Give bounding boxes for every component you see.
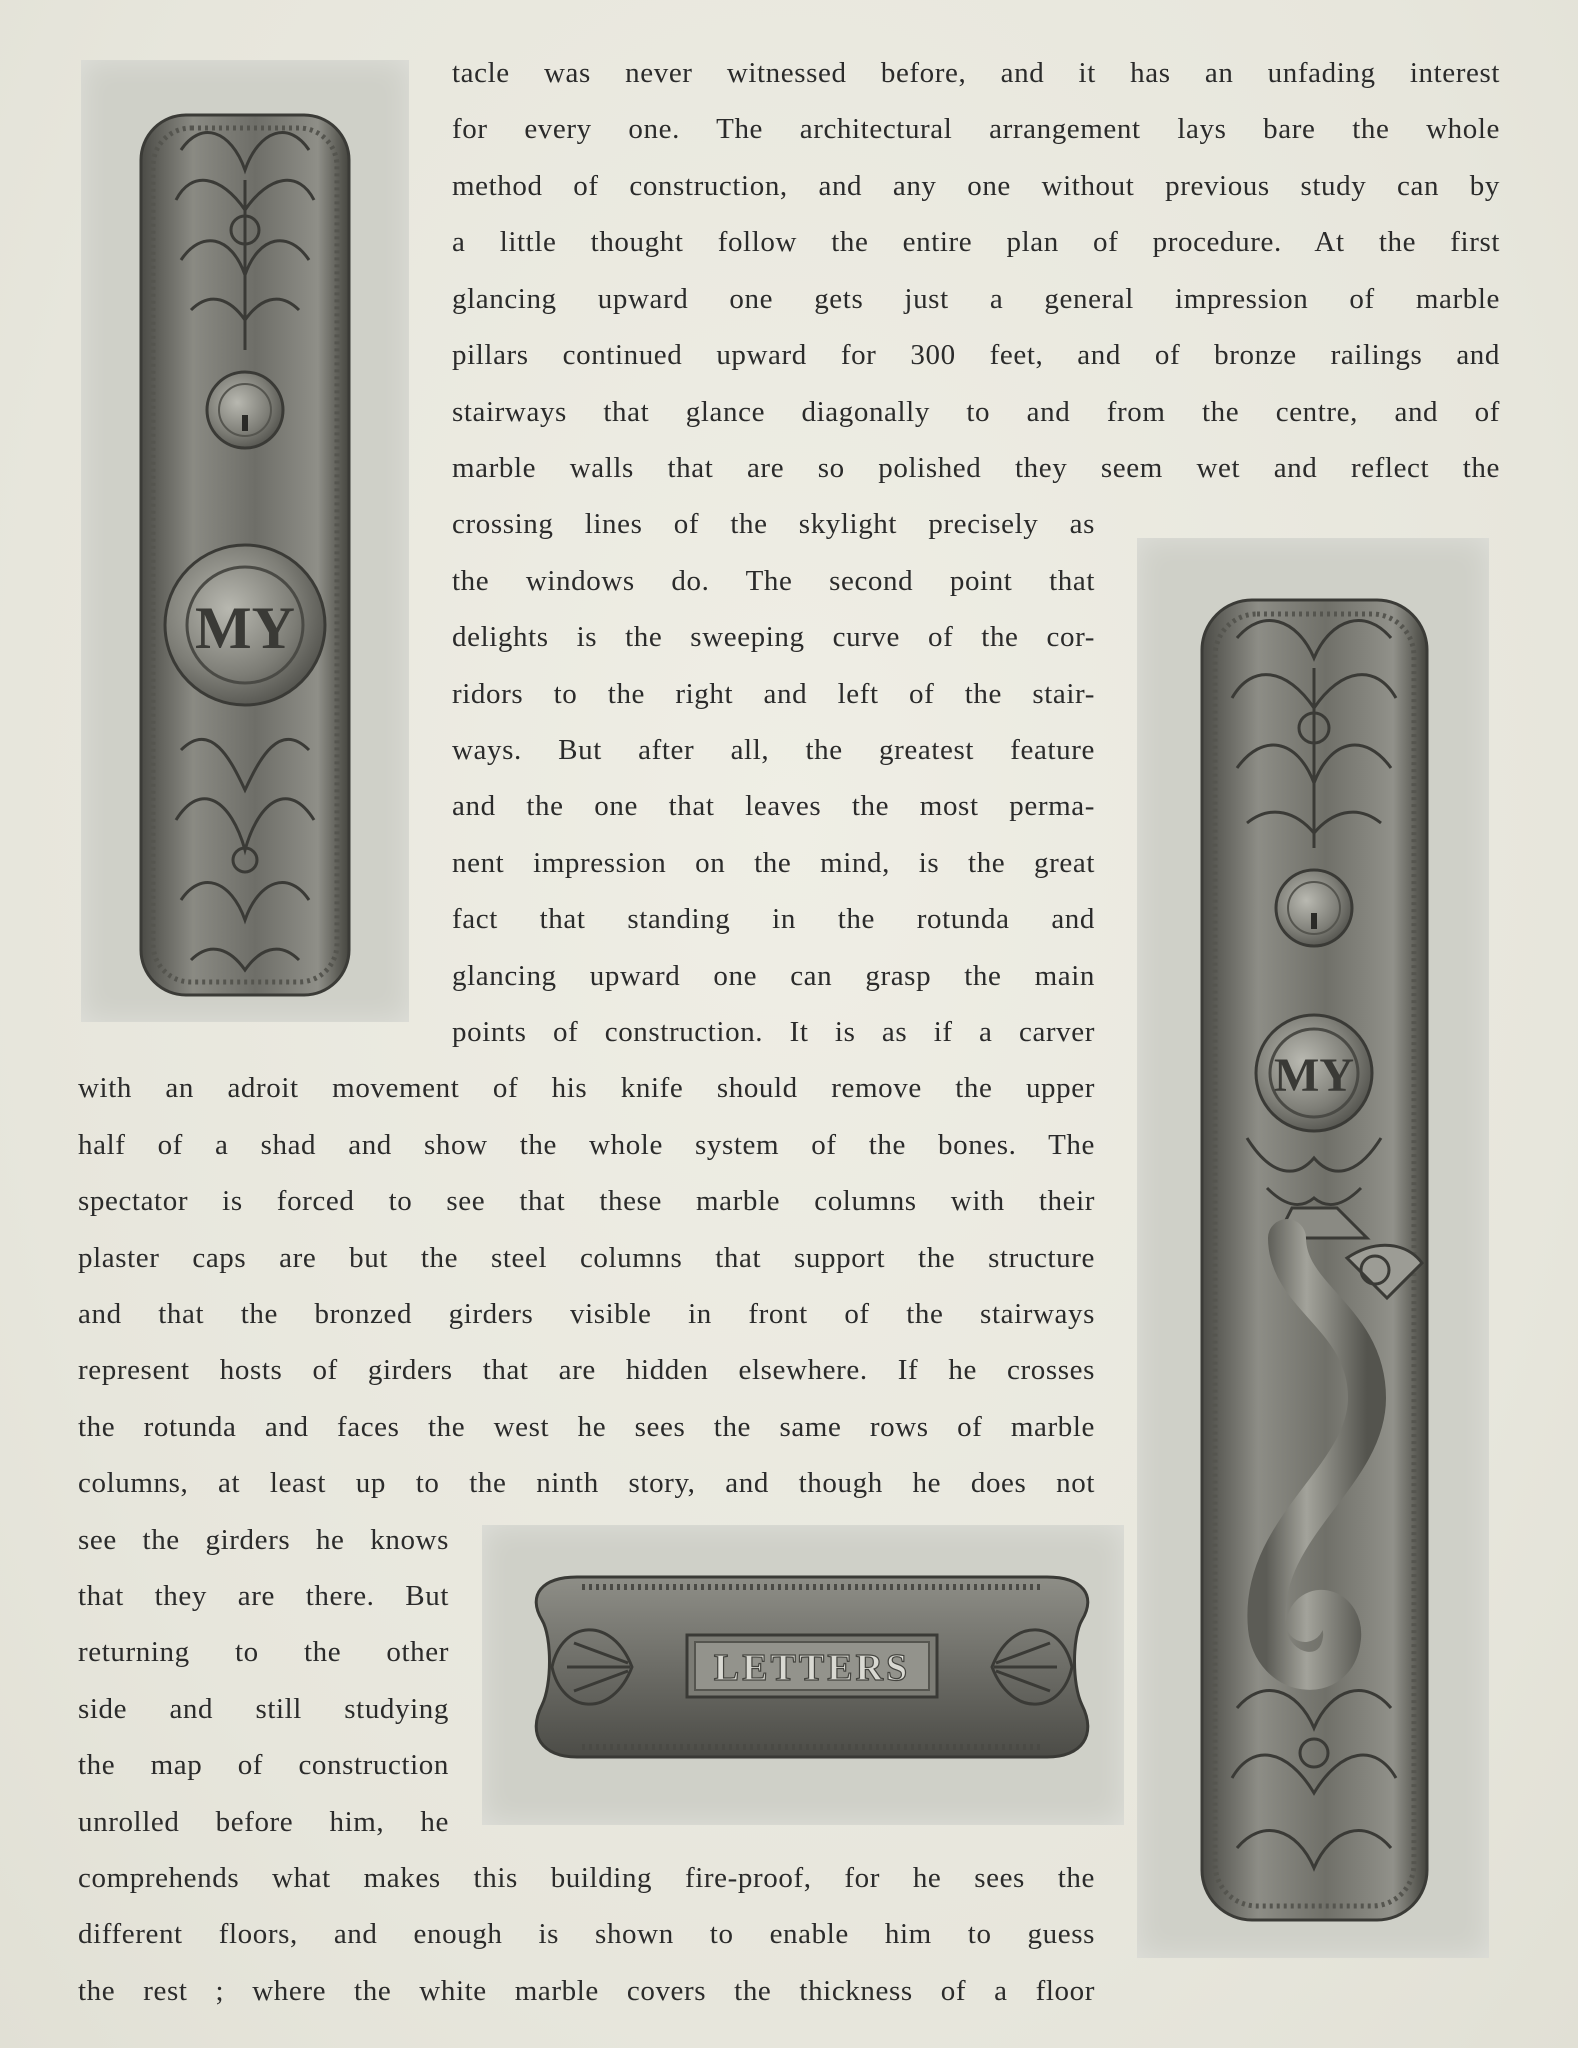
text-line-35: the rest ; where the white marble covers the thickness of a floor — [78, 1975, 1095, 2007]
text-line-32: unrolled before him, he — [78, 1806, 449, 1838]
door-plate-small-photo — [81, 60, 409, 1022]
text-line-24: represent hosts of girders that are hidden elsewhere. If he crosses — [78, 1354, 1095, 1386]
door-plate-large-photo — [1137, 538, 1489, 1958]
text-line-27: see the girders he knows — [78, 1524, 449, 1556]
text-line-30: side and still studying — [78, 1693, 449, 1725]
text-line-11: delights is the sweeping curve of the cor- — [452, 621, 1095, 653]
text-line-25: the rotunda and faces the west he sees the same rows of marble — [78, 1411, 1095, 1443]
text-line-20: half of a shad and show the whole system of the bones. The — [78, 1129, 1095, 1161]
text-line-16: fact that standing in the rotunda and — [452, 903, 1095, 935]
text-line-15: nent impression on the mind, is the great — [452, 847, 1095, 879]
text-line-10: the windows do. The second point that — [452, 565, 1095, 597]
text-line-28: that they are there. But — [78, 1580, 449, 1612]
text-line-22: plaster caps are but the steel columns that support the structure — [78, 1242, 1095, 1274]
text-line-21: spectator is forced to see that these marble columns with their — [78, 1185, 1095, 1217]
text-line-2: for every one. The architectural arrangement lays bare the whole — [452, 113, 1500, 145]
text-line-29: returning to the other — [78, 1636, 449, 1668]
text-line-18: points of construction. It is as if a carver — [452, 1016, 1095, 1048]
text-line-31: the map of construction — [78, 1749, 449, 1781]
text-line-9: crossing lines of the skylight precisely as — [452, 508, 1095, 540]
text-line-1: tacle was never witnessed before, and it has an unfading interest — [452, 57, 1500, 89]
letter-slot-illustration — [482, 1525, 1124, 1825]
text-line-7: stairways that glance diagonally to and from the centre, and of — [452, 396, 1500, 428]
text-line-12: ridors to the right and left of the stair- — [452, 678, 1095, 710]
text-line-14: and the one that leaves the most perma- — [452, 790, 1095, 822]
text-line-5: glancing upward one gets just a general impression of marble — [452, 283, 1500, 315]
door-plate-small-monogram: MY — [195, 595, 295, 661]
door-plate-small-illustration — [81, 60, 409, 1022]
text-line-17: glancing upward one can grasp the main — [452, 960, 1095, 992]
text-line-6: pillars continued upward for 300 feet, and of bronze railings and — [452, 339, 1500, 371]
text-line-8: marble walls that are so polished they seem wet and reflect the — [452, 452, 1500, 484]
text-line-34: different floors, and enough is shown to enable him to guess — [78, 1918, 1095, 1950]
text-line-33: comprehends what makes this building fire-proof, for he sees the — [78, 1862, 1095, 1894]
text-line-13: ways. But after all, the greatest feature — [452, 734, 1095, 766]
text-line-4: a little thought follow the entire plan of procedure. At the first — [452, 226, 1500, 258]
letter-slot-photo — [482, 1525, 1124, 1825]
letter-slot-inscription: LETTERS — [713, 1647, 911, 1689]
text-line-19: with an adroit movement of his knife should remove the upper — [78, 1072, 1095, 1104]
door-plate-large-illustration — [1137, 538, 1489, 1958]
door-plate-large-monogram: MY — [1274, 1049, 1354, 1102]
text-line-26: columns, at least up to the ninth story, and though he does not — [78, 1467, 1095, 1499]
text-line-23: and that the bronzed girders visible in front of the stairways — [78, 1298, 1095, 1330]
text-line-3: method of construction, and any one without previous study can by — [452, 170, 1500, 202]
